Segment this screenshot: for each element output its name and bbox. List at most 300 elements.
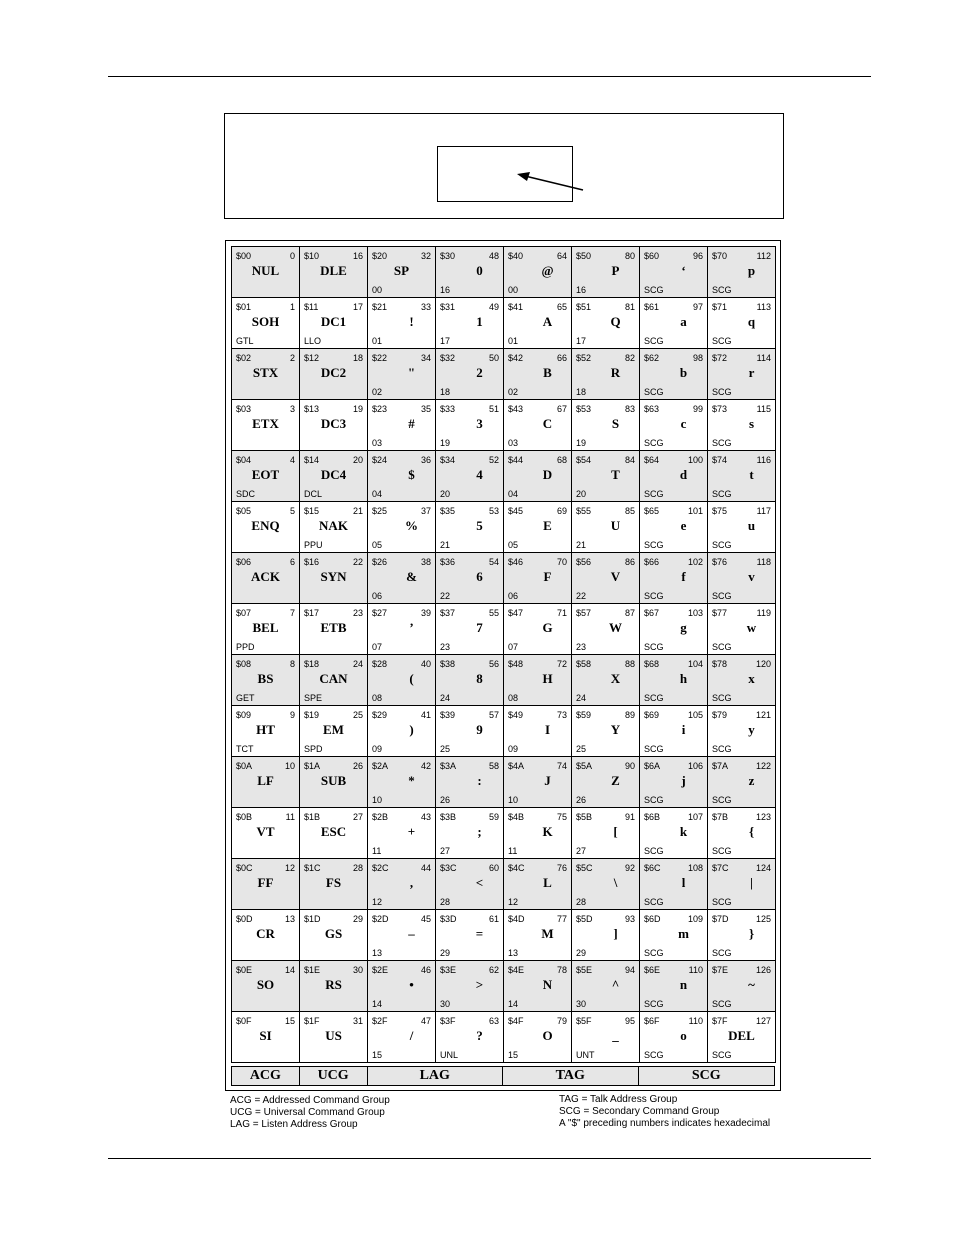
- character: ESC: [320, 824, 347, 839]
- character: @: [541, 263, 554, 278]
- decimal-code: 50: [488, 353, 499, 363]
- character: 8: [476, 671, 483, 686]
- character: y: [748, 722, 755, 737]
- hex-code: $5A: [576, 761, 593, 771]
- character: u: [747, 518, 756, 533]
- command-code: 09: [372, 744, 383, 754]
- hex-code: $5E: [576, 965, 593, 975]
- character: ETB: [320, 620, 347, 635]
- hex-code: $4A: [508, 761, 525, 771]
- hex-code: $56: [576, 557, 592, 567]
- command-code: 05: [508, 540, 519, 550]
- code-cell: [504, 298, 572, 349]
- command-code: 08: [508, 693, 519, 703]
- hex-code: $63: [644, 404, 660, 414]
- code-cell: [436, 859, 504, 910]
- command-code: 09: [508, 744, 519, 754]
- code-cell: [232, 349, 300, 400]
- code-cell: [232, 247, 300, 298]
- command-code: 16: [440, 285, 451, 295]
- code-cell: [640, 655, 708, 706]
- hex-code: $5F: [576, 1016, 592, 1026]
- command-code: 29: [440, 948, 451, 958]
- code-cell: [572, 859, 640, 910]
- character: m: [678, 926, 689, 941]
- code-cell: [232, 910, 300, 961]
- code-cell: [232, 451, 300, 502]
- code-cell: [504, 349, 572, 400]
- code-cell: [300, 655, 368, 706]
- hex-code: $2D: [372, 914, 389, 924]
- legend-note: ACG = Addressed Command Group: [230, 1095, 390, 1106]
- command-code: 22: [576, 591, 587, 601]
- character: /: [409, 1028, 414, 1043]
- command-code: SCG: [644, 1050, 664, 1060]
- character: SP: [393, 263, 410, 278]
- command-code: 15: [372, 1050, 383, 1060]
- character: p: [747, 263, 756, 278]
- code-cell: [708, 349, 776, 400]
- decimal-code: 87: [624, 608, 635, 618]
- character: x: [748, 671, 755, 686]
- decimal-code: 105: [687, 710, 703, 720]
- code-cell: [300, 553, 368, 604]
- decimal-code: 56: [488, 659, 499, 669]
- character: ACK: [251, 569, 280, 584]
- hex-code: $54: [576, 455, 592, 465]
- decimal-code: 0: [289, 251, 295, 261]
- command-code: 20: [576, 489, 587, 499]
- code-cell: [232, 655, 300, 706]
- code-cell: [300, 451, 368, 502]
- decimal-code: 109: [687, 914, 703, 924]
- command-code: 06: [508, 591, 519, 601]
- decimal-code: 10: [284, 761, 295, 771]
- hex-code: $3C: [440, 863, 457, 873]
- code-cell: [572, 706, 640, 757]
- hex-code: $33: [440, 404, 456, 414]
- code-cell: [300, 859, 368, 910]
- character: q: [747, 314, 756, 329]
- decimal-code: 33: [420, 302, 431, 312]
- character: \: [613, 875, 618, 890]
- character: DLE: [320, 263, 347, 278]
- hex-code: $7D: [712, 914, 729, 924]
- character: S: [611, 416, 620, 431]
- code-cell: [232, 808, 300, 859]
- code-cell: [504, 808, 572, 859]
- hex-code: $57: [576, 608, 592, 618]
- command-code: SCG: [712, 642, 732, 652]
- character: SYN: [320, 569, 347, 584]
- character: ~: [748, 977, 755, 992]
- decimal-code: 120: [755, 659, 771, 669]
- hex-code: $03: [236, 404, 252, 414]
- code-cell: [504, 502, 572, 553]
- decimal-code: 113: [756, 302, 771, 312]
- code-cell: [300, 808, 368, 859]
- code-cell: [708, 1012, 776, 1063]
- command-code: SCG: [644, 795, 664, 805]
- code-cell: [572, 298, 640, 349]
- hex-code: $3B: [440, 812, 457, 822]
- command-code: SCG: [712, 999, 732, 1009]
- code-cell: [708, 910, 776, 961]
- code-chart-grid: [231, 246, 776, 1063]
- code-cell: [640, 553, 708, 604]
- command-code: SCG: [644, 438, 664, 448]
- character: h: [679, 671, 688, 686]
- hex-code: $37: [440, 608, 456, 618]
- code-cell: [436, 553, 504, 604]
- decimal-code: 5: [289, 506, 295, 516]
- decimal-code: 62: [488, 965, 499, 975]
- hex-code: $66: [644, 557, 660, 567]
- code-cell: [436, 808, 504, 859]
- hex-code: $14: [304, 455, 320, 465]
- decimal-code: 93: [624, 914, 635, 924]
- code-cell: [436, 910, 504, 961]
- legend-note: SCG = Secondary Command Group: [559, 1106, 720, 1117]
- decimal-code: 125: [755, 914, 771, 924]
- command-code: 12: [372, 897, 383, 907]
- hex-code: $16: [304, 557, 320, 567]
- code-cell: [300, 706, 368, 757]
- decimal-code: 127: [755, 1016, 771, 1026]
- hex-code: $07: [236, 608, 252, 618]
- decimal-code: 75: [556, 812, 567, 822]
- command-code: PPD: [236, 642, 255, 652]
- decimal-code: 52: [488, 455, 499, 465]
- command-code: SCG: [712, 285, 732, 295]
- code-cell: [436, 451, 504, 502]
- character: !: [409, 314, 414, 329]
- decimal-code: 23: [352, 608, 363, 618]
- code-cell: [504, 451, 572, 502]
- code-cell: [572, 604, 640, 655]
- hex-code: $00: [236, 251, 252, 261]
- decimal-code: 38: [420, 557, 431, 567]
- code-cell: [572, 451, 640, 502]
- hex-code: $45: [508, 506, 524, 516]
- decimal-code: 30: [352, 965, 363, 975]
- decimal-code: 112: [756, 251, 771, 261]
- decimal-code: 104: [687, 659, 703, 669]
- decimal-code: 70: [556, 557, 567, 567]
- decimal-code: 124: [755, 863, 771, 873]
- hex-code: $61: [644, 302, 660, 312]
- decimal-code: 32: [420, 251, 431, 261]
- character: j: [681, 773, 686, 788]
- command-code: SCG: [712, 897, 732, 907]
- code-cell: [640, 808, 708, 859]
- code-cell: [232, 859, 300, 910]
- decimal-code: 3: [289, 404, 295, 414]
- code-cell: [504, 1012, 572, 1063]
- character: +: [407, 824, 416, 839]
- command-code: 01: [372, 336, 383, 346]
- character: z: [748, 773, 755, 788]
- decimal-code: 82: [624, 353, 635, 363]
- decimal-code: 7: [289, 608, 295, 618]
- hex-code: $52: [576, 353, 592, 363]
- character: g: [680, 620, 687, 635]
- character: H: [542, 671, 553, 686]
- hex-code: $25: [372, 506, 388, 516]
- hex-code: $18: [304, 659, 320, 669]
- decimal-code: 44: [420, 863, 431, 873]
- hex-code: $74: [712, 455, 728, 465]
- code-cell: [232, 706, 300, 757]
- hex-code: $0D: [236, 914, 253, 924]
- code-cell: [708, 808, 776, 859]
- character: DC4: [320, 467, 347, 482]
- command-code: 21: [576, 540, 587, 550]
- command-code: 24: [576, 693, 587, 703]
- code-cell: [436, 298, 504, 349]
- decimal-code: 57: [488, 710, 499, 720]
- decimal-code: 40: [420, 659, 431, 669]
- hex-code: $58: [576, 659, 592, 669]
- hex-code: $6A: [644, 761, 661, 771]
- character: C: [542, 416, 553, 431]
- character: _: [612, 1028, 619, 1043]
- hex-code: $51: [576, 302, 592, 312]
- hex-code: $3A: [440, 761, 457, 771]
- hex-code: $6E: [644, 965, 661, 975]
- decimal-code: 16: [352, 251, 363, 261]
- command-code: 08: [372, 693, 383, 703]
- hex-code: $73: [712, 404, 728, 414]
- code-cell: [708, 451, 776, 502]
- decimal-code: 60: [488, 863, 499, 873]
- character: Y: [610, 722, 621, 737]
- code-cell: [572, 247, 640, 298]
- hex-code: $50: [576, 251, 592, 261]
- character: GS: [324, 926, 343, 941]
- code-cell: [368, 604, 436, 655]
- character: FS: [325, 875, 342, 890]
- command-code: 05: [372, 540, 383, 550]
- code-cell: [300, 247, 368, 298]
- decimal-code: 119: [756, 608, 771, 618]
- hex-code: $1E: [304, 965, 321, 975]
- code-cell: [368, 655, 436, 706]
- character: 3: [476, 416, 483, 431]
- command-code: SCG: [644, 744, 664, 754]
- command-code: 16: [576, 285, 587, 295]
- character: I: [544, 722, 551, 737]
- hex-code: $7C: [712, 863, 729, 873]
- decimal-code: 83: [624, 404, 635, 414]
- code-cell: [436, 604, 504, 655]
- code-cell: [504, 961, 572, 1012]
- decimal-code: 74: [556, 761, 567, 771]
- decimal-code: 103: [687, 608, 703, 618]
- character: B: [543, 365, 552, 380]
- command-code: SCG: [712, 489, 732, 499]
- command-code: SCG: [644, 642, 664, 652]
- decimal-code: 68: [556, 455, 567, 465]
- character: LF: [257, 773, 274, 788]
- group-label: UCG: [300, 1067, 368, 1085]
- character: e: [680, 518, 687, 533]
- command-code: 30: [440, 999, 451, 1009]
- hex-code: $40: [508, 251, 524, 261]
- command-code: 03: [372, 438, 383, 448]
- command-code: PPU: [304, 540, 323, 550]
- decimal-code: 98: [692, 353, 703, 363]
- character: SOH: [251, 314, 280, 329]
- character: &: [406, 569, 417, 584]
- hex-code: $0E: [236, 965, 253, 975]
- code-cell: [640, 502, 708, 553]
- command-code: 25: [576, 744, 587, 754]
- character: 2: [476, 365, 483, 380]
- legend-arrow-icon: [225, 114, 785, 220]
- character: N: [542, 977, 553, 992]
- decimal-code: 37: [420, 506, 431, 516]
- code-cell: [504, 604, 572, 655]
- character: 5: [476, 518, 483, 533]
- decimal-code: 43: [420, 812, 431, 822]
- command-code: SCG: [712, 948, 732, 958]
- command-code: SCG: [644, 336, 664, 346]
- character: t: [749, 467, 754, 482]
- decimal-code: 121: [755, 710, 771, 720]
- hex-code: $43: [508, 404, 524, 414]
- legend-box: [224, 113, 784, 219]
- code-cell: [300, 349, 368, 400]
- decimal-code: 88: [624, 659, 635, 669]
- hex-code: $2C: [372, 863, 389, 873]
- hex-code: $17: [304, 608, 320, 618]
- code-cell: [572, 349, 640, 400]
- code-cell: [572, 655, 640, 706]
- code-cell: [708, 553, 776, 604]
- hex-code: $2E: [372, 965, 389, 975]
- code-cell: [572, 961, 640, 1012]
- command-code: 19: [440, 438, 451, 448]
- decimal-code: 101: [687, 506, 703, 516]
- character: E: [543, 518, 552, 533]
- character: i: [681, 722, 686, 737]
- decimal-code: 78: [556, 965, 567, 975]
- character: O: [542, 1028, 553, 1043]
- code-cell: [368, 553, 436, 604]
- decimal-code: 22: [352, 557, 363, 567]
- hex-code: $1F: [304, 1016, 320, 1026]
- decimal-code: 26: [352, 761, 363, 771]
- decimal-code: 114: [756, 353, 771, 363]
- command-code: 22: [440, 591, 451, 601]
- character: EOT: [251, 467, 280, 482]
- command-code: 14: [372, 999, 383, 1009]
- hex-code: $32: [440, 353, 456, 363]
- command-code: SCG: [712, 387, 732, 397]
- decimal-code: 39: [420, 608, 431, 618]
- decimal-code: 86: [624, 557, 635, 567]
- character: SI: [259, 1028, 272, 1043]
- decimal-code: 95: [624, 1016, 635, 1026]
- command-code: 18: [440, 387, 451, 397]
- hex-code: $1D: [304, 914, 321, 924]
- decimal-code: 45: [420, 914, 431, 924]
- command-code: SCG: [712, 846, 732, 856]
- code-cell: [368, 961, 436, 1012]
- command-code: 13: [508, 948, 519, 958]
- hex-code: $36: [440, 557, 456, 567]
- command-code: SCG: [644, 948, 664, 958]
- hex-code: $5C: [576, 863, 593, 873]
- command-code: 00: [508, 285, 519, 295]
- code-cell: [708, 247, 776, 298]
- character: U: [610, 518, 621, 533]
- code-cell: [504, 859, 572, 910]
- character: <: [475, 875, 484, 890]
- command-code: SCG: [644, 285, 664, 295]
- hex-code: $22: [372, 353, 388, 363]
- character: A: [542, 314, 553, 329]
- decimal-code: 85: [624, 506, 635, 516]
- decimal-code: 51: [488, 404, 499, 414]
- decimal-code: 81: [624, 302, 635, 312]
- decimal-code: 92: [624, 863, 635, 873]
- character: CAN: [319, 671, 348, 686]
- hex-code: $26: [372, 557, 388, 567]
- hex-code: $7A: [712, 761, 729, 771]
- hex-code: $49: [508, 710, 524, 720]
- hex-code: $15: [304, 506, 320, 516]
- decimal-code: 100: [687, 455, 703, 465]
- hex-code: $30: [440, 251, 456, 261]
- character: ": [407, 365, 416, 380]
- character: 7: [476, 620, 483, 635]
- hex-code: $11: [304, 302, 319, 312]
- code-cell: [232, 553, 300, 604]
- character: *: [408, 773, 415, 788]
- code-cell: [300, 910, 368, 961]
- character: R: [610, 365, 621, 380]
- hex-code: $79: [712, 710, 728, 720]
- character: 0: [476, 263, 483, 278]
- character: c: [680, 416, 687, 431]
- hex-code: $2B: [372, 812, 389, 822]
- hex-code: $67: [644, 608, 660, 618]
- decimal-code: 84: [624, 455, 635, 465]
- decimal-code: 12: [284, 863, 295, 873]
- command-code: 28: [440, 897, 451, 907]
- hex-code: $53: [576, 404, 592, 414]
- hex-code: $60: [644, 251, 660, 261]
- character: ;: [477, 824, 482, 839]
- command-code: 21: [440, 540, 451, 550]
- code-cell: [708, 502, 776, 553]
- command-code: 25: [440, 744, 451, 754]
- hex-code: $7B: [712, 812, 729, 822]
- decimal-code: 27: [352, 812, 363, 822]
- decimal-code: 110: [688, 1016, 703, 1026]
- character: 4: [476, 467, 483, 482]
- character: VT: [256, 824, 275, 839]
- character: =: [475, 926, 484, 941]
- hex-code: $77: [712, 608, 728, 618]
- decimal-code: 31: [352, 1016, 363, 1026]
- hex-code: $6D: [644, 914, 661, 924]
- command-code: SCG: [644, 540, 664, 550]
- character: %: [405, 518, 418, 533]
- character: DC3: [320, 416, 347, 431]
